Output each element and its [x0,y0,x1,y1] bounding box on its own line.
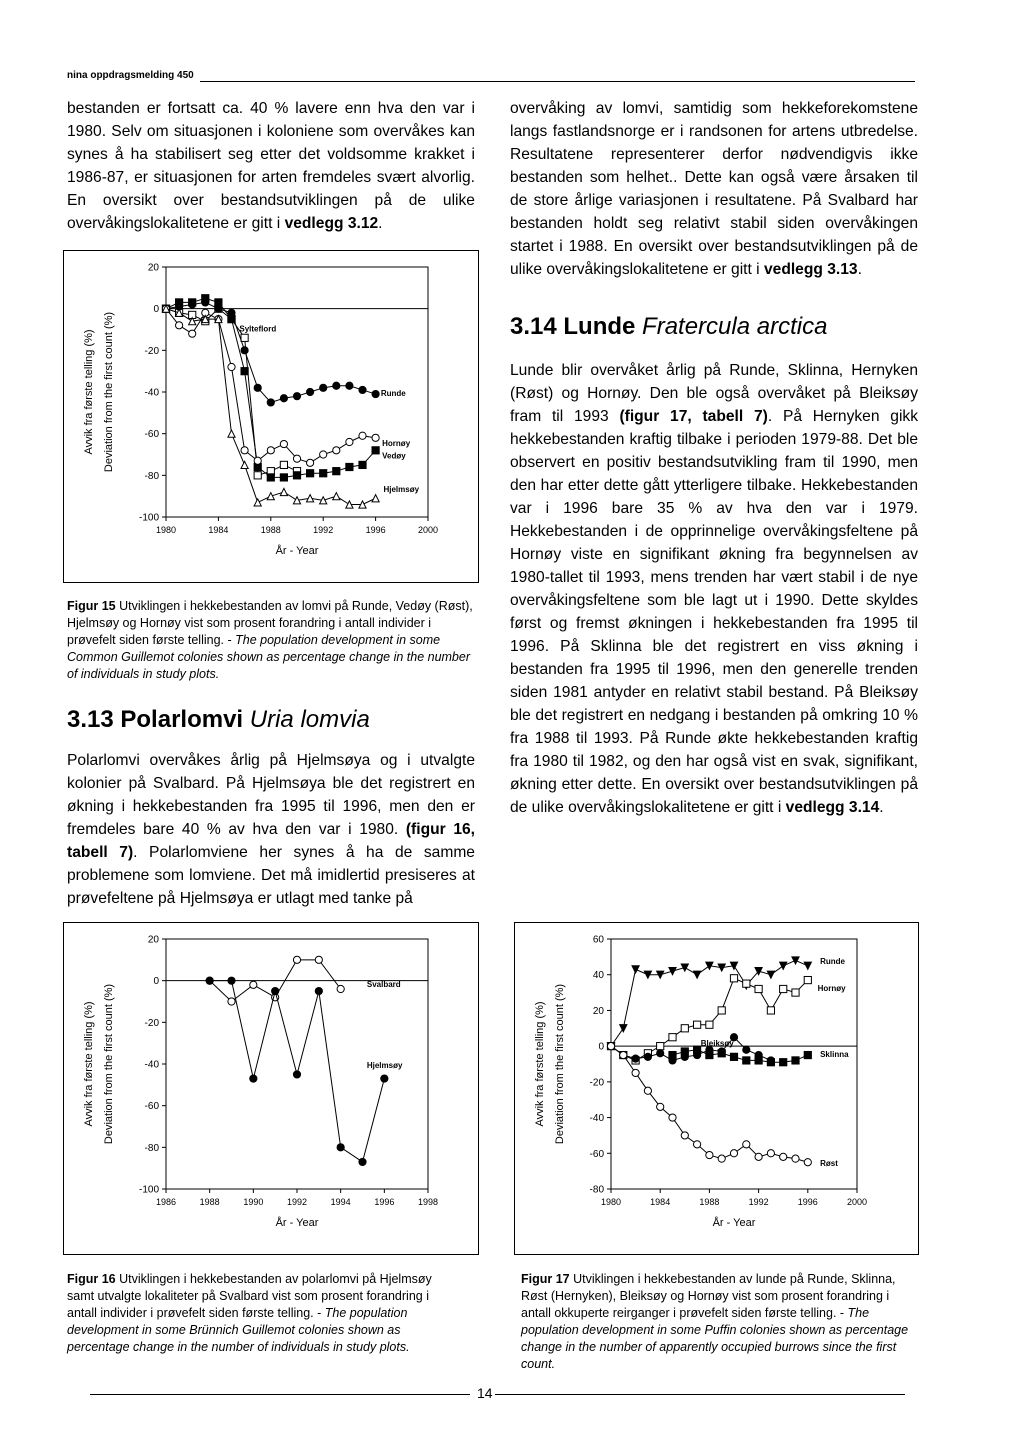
data-point-runde [320,384,327,391]
heading-3-14: 3.14 Lunde Fratercula arctica [510,313,828,340]
data-point-ved-y [280,440,287,447]
y-tick-label: 0 [153,976,159,988]
data-point-ved-y [320,451,327,458]
data-point-sklinna [804,1051,811,1058]
data-point-svalbard [228,998,235,1005]
data-point-hjelms-y [206,977,213,984]
data-point-ved-y [359,432,366,439]
y-tick-label: -60 [144,429,159,441]
data-point-runde [346,382,353,389]
y-axis-label-english: Deviation from the first count (%) [103,311,115,473]
data-point-horn-y [792,989,799,996]
y-tick-label: 20 [147,262,159,274]
x-tick-label: 1994 [330,1197,351,1207]
data-point-sklinna [767,1059,774,1066]
y-axis-label: Avvik fra første telling (%) [83,1001,95,1127]
vedlegg-ref: vedlegg 3.12 [284,215,379,232]
data-point-ved-y [176,322,183,329]
data-point-horn-y [228,315,235,322]
data-point-horn-y [718,1007,725,1014]
data-point-sklinna [743,1057,750,1064]
data-point-r-st [644,1087,651,1094]
x-tick-label: 1988 [260,525,281,535]
data-point-horn-y [320,470,327,477]
data-point-horn-y [804,976,811,983]
y-axis-label-english: Deviation from the first count (%) [554,983,566,1145]
data-point-runde [681,964,688,971]
series-label-svalbard: Svalbard [366,979,401,989]
x-axis-label: År - Year [275,1217,319,1229]
data-point-r-st [804,1159,811,1166]
y-tick-label: -80 [144,470,159,482]
data-point-r-st [706,1151,713,1158]
data-point-bleiks-y [644,1053,651,1060]
series-label-sylteflord: Sylteflord [239,324,277,334]
data-point-horn-y [681,1025,688,1032]
data-point-horn-y [346,463,353,470]
data-point-ved-y [346,438,353,445]
data-point-runde [372,390,379,397]
data-point-bleiks-y [743,1046,750,1053]
data-point-sklinna [730,1053,737,1060]
figure-16-caption: Figur 16 Utviklingen i hekkebestanden av polarlomvi på Hjelmsøy samt utvalgte lokaliteter på Svalbard vist som prosent forandring i antall individer i prøvefelt siden første telling. - The population development in some Brünnich Guillemot colonies shown as percentage change in the number of individuals in study plots. [67,1272,432,1354]
x-tick-label: 1992 [286,1197,308,1207]
data-point-r-st [694,1141,701,1148]
data-point-sylteflord [241,334,248,341]
y-tick-label: -60 [144,1101,159,1113]
data-point-ved-y [307,459,314,466]
data-point-svalbard [337,985,344,992]
series-label-r-st: Røst [820,1158,838,1168]
data-point-runde [241,347,248,354]
figure-16 [63,922,479,1255]
data-point-sklinna [792,1057,799,1064]
x-axis-label: År - Year [712,1217,756,1229]
series-label-horn-y: Hornøy [382,439,411,449]
data-point-hjelms-y [228,430,235,437]
x-tick-label: 1992 [748,1197,769,1207]
data-point-horn-y [359,461,366,468]
data-point-hjelms-y [315,987,322,994]
x-tick-label: 1980 [600,1197,622,1207]
series-label-runde: Runde [380,389,406,399]
data-point-hjelms-y [280,488,287,495]
x-tick-label: 1996 [365,525,386,535]
page-number: 14 [477,1385,493,1401]
data-point-bleiks-y [657,1050,664,1057]
data-point-r-st [607,1043,614,1050]
figure-16-chart [64,923,477,1253]
figure-15-caption: Figur 15 Utviklingen i hekkebestanden av lomvi på Runde, Vedøy (Røst), Hjelmsøy og Hornøy vist som prosent forandring i antall individer i prøvefelt siden første telling. - The population development in some Common Guillemot colonies shown as percentage change in the number of individuals in study plots. [67,599,473,681]
x-tick-label: 1980 [155,525,177,535]
data-point-runde [333,382,340,389]
data-point-horn-y [780,985,787,992]
data-point-hjelms-y [254,499,261,506]
data-point-runde [293,393,300,400]
data-point-r-st [780,1153,787,1160]
data-point-hjelms-y [359,1158,366,1165]
data-point-r-st [743,1141,750,1148]
data-point-hjelms-y [241,461,248,468]
data-point-sklinna [755,1057,762,1064]
data-point-ved-y [241,447,248,454]
data-point-hjelms-y [250,1075,257,1082]
data-point-hjelms-y [372,495,379,502]
x-tick-label: 1986 [155,1197,177,1207]
y-tick-label: 20 [147,934,159,946]
data-point-sklinna [669,1051,676,1058]
data-point-r-st [620,1051,627,1058]
data-point-horn-y [730,975,737,982]
footer-rule-right [495,1394,905,1395]
y-tick-label: -60 [589,1148,604,1160]
data-point-runde [804,962,811,969]
series-label-ved-y: Vedøy [382,451,406,461]
series-line-runde [611,960,808,1049]
y-tick-label: -20 [144,345,159,357]
header-rule [200,81,915,82]
left-para-1: bestanden er fortsatt ca. 40 % lavere enn hva den var i 1980. Selv om situasjonen i koloniene som overvåkes kan synes å ha stabilisert seg etter det voldsomme krakket i 1986-87, er situasjonen for arten fremdeles svært alvorlig. En oversikt over bestandsutviklingen på de ulike overvåkingslokalitetene er gitt i vedlegg 3.12. [67,100,475,232]
x-tick-label: 2000 [417,525,439,535]
footer-rule-left [90,1394,470,1395]
data-point-runde [669,968,676,975]
data-point-ved-y [189,330,196,337]
y-tick-label: 0 [153,304,159,316]
data-point-runde [694,971,701,978]
data-point-runde [307,388,314,395]
y-tick-label: 60 [592,934,604,946]
series-label-runde: Runde [820,957,845,966]
data-point-ved-y [267,447,274,454]
figure-15 [63,250,479,583]
series-label-sklinna: Sklinna [820,1049,849,1059]
data-point-runde [792,957,799,964]
left-para-2: Polarlomvi overvåkes årlig på Hjelmsøya og i utvalgte kolonier på Svalbard. På Hjelmsøya ble det registrert en økning i hekkebestanden fra 1995 til 1996, men den er fremdeles bare 40 % av hva den var i 1980. (figur 16, tabell 7). Polarlomviene her synes å ha de samme problemene som lomviene. Det må imidlertid presiseres at prøvefeltene på Hjelmsøya er utlagt med tanke på [67,752,475,907]
data-point-horn-y [657,1043,664,1050]
data-point-hjelms-y [381,1075,388,1082]
data-point-hjelms-y [267,493,274,500]
data-point-ved-y [228,363,235,370]
series-line-r-st [611,1046,808,1162]
data-point-sklinna [706,1051,713,1058]
data-point-svalbard [250,981,257,988]
x-axis-label: År - Year [275,545,319,557]
data-point-horn-y [176,299,183,306]
data-point-sklinna [681,1048,688,1055]
data-point-r-st [718,1155,725,1162]
y-tick-label: -100 [138,512,159,524]
x-tick-label: 1996 [374,1197,395,1207]
data-point-horn-y [767,1007,774,1014]
data-point-r-st [632,1069,639,1076]
data-point-sylteflord [254,472,261,479]
x-tick-label: 1992 [313,525,334,535]
y-tick-label: -20 [144,1017,159,1029]
x-tick-label: 1998 [417,1197,439,1207]
data-point-r-st [767,1150,774,1157]
data-point-hjelms-y [333,493,340,500]
data-point-hjelms-y [272,987,279,994]
x-tick-label: 1984 [208,525,229,535]
y-axis-label: Avvik fra første telling (%) [534,1001,546,1127]
data-point-horn-y [755,985,762,992]
x-tick-label: 1990 [243,1197,264,1207]
y-tick-label: -80 [589,1184,604,1196]
data-point-horn-y [267,474,274,481]
y-axis-label: Avvik fra første telling (%) [83,329,95,455]
x-tick-label: 1988 [199,1197,220,1207]
data-point-ved-y [333,447,340,454]
data-point-runde [254,384,261,391]
right-para-1: overvåking av lomvi, samtidig som hekkeforekomstene langs fastlandsnorge er i randsonen for artens utbredelse. Resultatene representerer derfor nødvendigvis ikke bestanden som helhet.. Dette kan også være årsaken til de store årlige variasjonen i resultatene. På Svalbard har bestanden holdt seg relativt stabil siden overvåkingen startet i 1988. En oversikt over bestandsutviklingen på de ulike overvåkingslokalitetene er gitt i vedlegg 3.13. [510,100,918,278]
data-point-horn-y [307,470,314,477]
data-point-horn-y [743,980,750,987]
series-label-hjelms-y: Hjelmsøy [366,1061,403,1071]
data-point-horn-y [293,472,300,479]
figure-15-chart [64,251,477,581]
data-point-horn-y [202,295,209,302]
data-point-runde [359,386,366,393]
data-point-ved-y [254,457,261,464]
data-point-bleiks-y [632,1055,639,1062]
data-point-svalbard [293,956,300,963]
data-point-horn-y [706,1021,713,1028]
data-point-runde [620,1025,627,1032]
data-point-r-st [755,1153,762,1160]
y-tick-label: -80 [144,1142,159,1154]
data-point-runde [267,399,274,406]
data-point-hjelms-y [337,1144,344,1151]
figure-17-caption: Figur 17 Utviklingen i hekkebestanden av lunde på Runde, Sklinna, Røst (Hernyken), Bleiksøy og Hornøy vist som prosent forandring i antall okkuperte reirganger i prøvefelt siden første telling. - The population development in some Puffin colonies shown as percentage change in the number of apparently occupied burrows since the first count. [521,1272,909,1371]
series-line-sylteflord [166,309,297,476]
data-point-sklinna [718,1050,725,1057]
data-point-horn-y [669,1034,676,1041]
figure-17-chart [515,923,917,1253]
y-tick-label: 20 [592,1005,604,1017]
series-label-bleiks-y: Bleiksøy [700,1039,734,1049]
data-point-horn-y [372,447,379,454]
data-point-horn-y [189,299,196,306]
data-point-sylteflord [280,461,287,468]
x-tick-label: 1984 [650,1197,671,1207]
y-tick-label: 40 [592,970,604,982]
data-point-ved-y [293,455,300,462]
data-point-hjelms-y [293,1071,300,1078]
data-point-r-st [792,1155,799,1162]
data-point-runde [780,962,787,969]
data-point-r-st [669,1114,676,1121]
data-point-horn-y [241,368,248,375]
x-tick-label: 1996 [797,1197,818,1207]
y-tick-label: -100 [138,1184,159,1196]
x-tick-label: 1988 [699,1197,720,1207]
series-label-horn-y: Hornøy [817,983,846,993]
data-point-horn-y [694,1021,701,1028]
data-point-runde [767,971,774,978]
y-tick-label: -20 [589,1077,604,1089]
data-point-horn-y [215,299,222,306]
data-point-sklinna [694,1046,701,1053]
data-point-horn-y [333,468,340,475]
x-tick-label: 2000 [846,1197,868,1207]
data-point-svalbard [315,956,322,963]
figure-17 [514,922,919,1255]
y-tick-label: -40 [144,1059,159,1071]
data-point-r-st [730,1150,737,1157]
data-point-hjelms-y [228,977,235,984]
page-header: nina oppdragsmelding 450 [67,70,194,81]
data-point-r-st [657,1103,664,1110]
series-label-hjelms-y: Hjelmsøy [383,485,420,494]
y-axis-label-english: Deviation from the first count (%) [103,983,115,1145]
data-point-ved-y [372,434,379,441]
data-point-runde [632,966,639,973]
data-point-r-st [681,1132,688,1139]
y-tick-label: -40 [144,387,159,399]
data-point-horn-y [280,474,287,481]
y-tick-label: -40 [589,1113,604,1125]
data-point-runde [280,395,287,402]
right-para-2: Lunde blir overvåket årlig på Runde, Sklinna, Hernyken (Røst) og Hornøy. Den ble også overvåket på Bleiksøy fram til 1993 (figur 17, tabell 7). På Hernyken gikk hekkebestanden kraftig tilbake i perioden 1979-88. Det ble observert en positiv bestandsutvikling fram til 1990, men den har etter dette gått ytterligere tilbake. Hekkebestanden var i 1996 bare 35 % av hva den var i 1979. Hekkebestanden i de opprinnelige overvåkingsfeltene på Hornøy viste en signifikant økning fra begynnelsen av 1980-tallet til 1993, mens trenden har vært stabil i de nye overvåkingsfeltene som ble lagt ut i 1990. Dette skyldes først og fremst økningen i hekkebestanden fra 1995 til 1996. På Sklinna ble det registrert en viss økning i bestanden fra 1995 til 1996, men den generelle trenden siden 1981 antyder en relativt stabil bestand. På Bleiksøy ble det registrert en nedgang i bestanden på omkring 10 % fra 1988 til 1993. På Runde økte hekkebestanden kraftig fra 1980 til 1982, og den har også vist en svak, signifikant, økning etter dette. En oversikt over bestandsutviklingen på de ulike overvåkingslokalitetene er gitt i vedlegg 3.14. [510,362,919,816]
data-point-sklinna [780,1059,787,1066]
y-tick-label: 0 [598,1041,604,1053]
heading-3-13: 3.13 Polarlomvi Uria lomvia [67,706,370,733]
